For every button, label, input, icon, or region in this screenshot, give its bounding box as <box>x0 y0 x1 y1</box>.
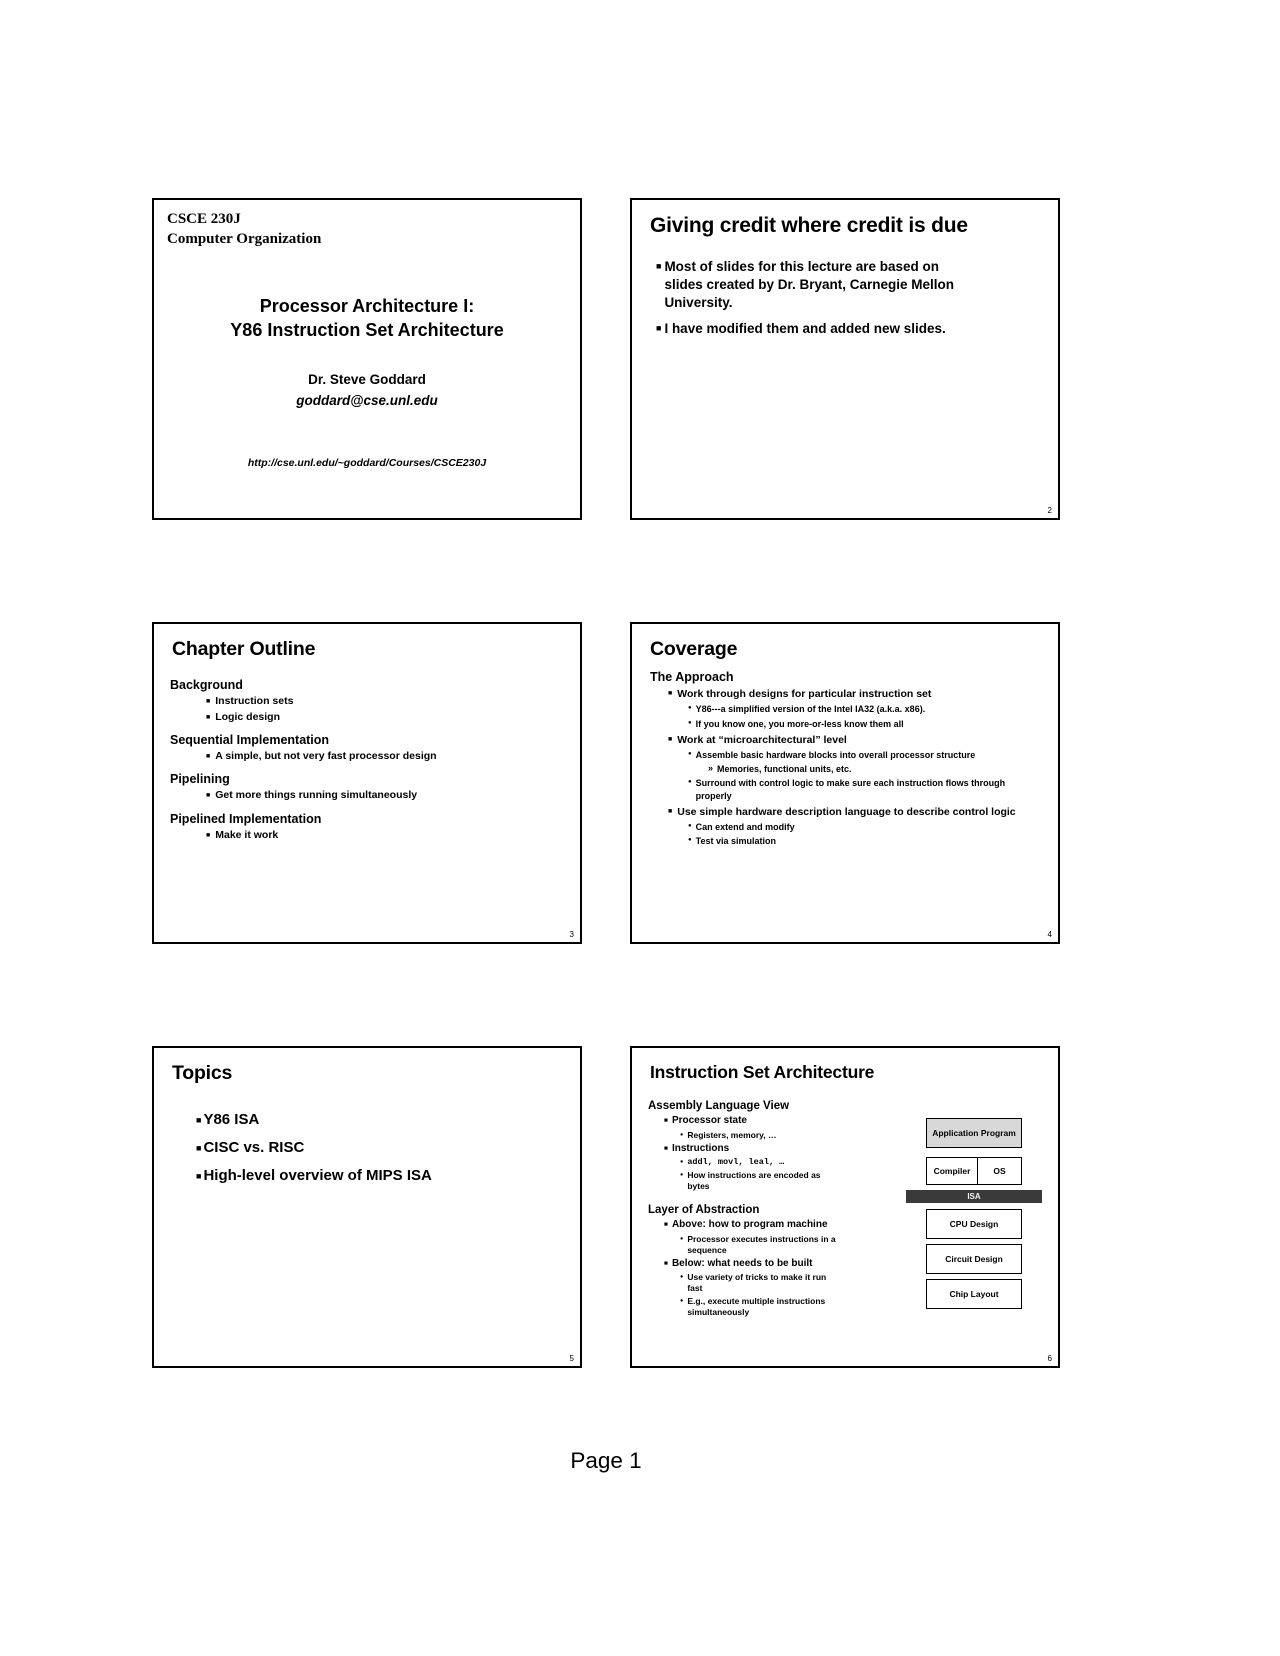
slide-2-credits <box>630 198 1060 520</box>
bullet-text: Work at “microarchitectural” level <box>677 733 847 746</box>
slide-body <box>154 1085 580 1184</box>
course-number: CSCE 230J <box>167 211 241 227</box>
slide-body <box>632 661 1058 847</box>
bullet-text: Y86---a simplified version of the Intel IA32 (a.k.a. x86). <box>695 704 926 715</box>
bullet-item <box>668 734 1040 747</box>
bullet-item <box>664 1219 900 1232</box>
sub-bullet-item <box>680 1296 900 1318</box>
dot-bullet-icon <box>680 1272 683 1280</box>
slide-page-number: 2 <box>1047 506 1052 515</box>
bullet-text: Processor state <box>671 1115 747 1126</box>
slide-page-number: 4 <box>1047 930 1052 939</box>
dot-bullet-icon <box>688 703 692 711</box>
author-email: goddard@cse.unl.edu <box>296 392 438 408</box>
chevron-bullet-icon <box>708 763 713 773</box>
sub-bullet-item <box>680 1170 900 1192</box>
bullet-text: Memories, functional units, etc. <box>717 764 852 775</box>
outline-heading: Pipelined Implementation <box>170 811 322 826</box>
compiler-os-row <box>926 1157 1022 1185</box>
os-box: OS <box>978 1157 1022 1185</box>
sub-bullet-item <box>680 1157 900 1168</box>
bullet-text: Can extend and modify <box>695 822 795 833</box>
dot-bullet-icon <box>688 777 692 785</box>
slide-page-number: 5 <box>569 1354 574 1363</box>
dot-bullet-icon <box>680 1130 683 1138</box>
slide-1-title-slide <box>152 198 582 520</box>
square-bullet-icon <box>656 258 661 271</box>
slide-4-coverage <box>630 622 1060 944</box>
slide-title: Chapter Outline <box>172 638 316 660</box>
bullet-text: Most of slides for this lecture are based on slides created by Dr. Bryant, Carnegie Mellon University. <box>664 259 955 310</box>
bullet-item <box>668 806 1040 819</box>
sub-bullet-item <box>688 821 1040 833</box>
dot-bullet-icon <box>680 1157 683 1165</box>
bullet-text: Instructions <box>671 1142 730 1154</box>
chip-layout-box: Chip Layout <box>926 1279 1022 1309</box>
bullet-item <box>196 1139 560 1156</box>
bullet-text: Make it work <box>215 828 279 841</box>
bullet-item <box>206 750 560 763</box>
circuit-design-box: Circuit Design <box>926 1244 1022 1274</box>
bullet-text: Instruction sets <box>215 695 294 707</box>
page-footer-label: Page 1 <box>570 1448 642 1473</box>
bullet-text: High-level overview of MIPS ISA <box>203 1167 432 1184</box>
dot-bullet-icon <box>688 749 692 757</box>
bullet-item <box>206 829 560 842</box>
dot-bullet-icon <box>680 1170 683 1178</box>
slide-5-topics <box>152 1046 582 1368</box>
sub-bullet-item <box>688 703 1040 715</box>
bullet-text: Test via simulation <box>695 836 776 847</box>
bullet-text: Below: what needs to be built <box>671 1257 813 1269</box>
sub-bullet-item <box>688 835 1040 847</box>
course-name: Computer Organization <box>167 230 322 247</box>
section-heading: Assembly Language View <box>648 1100 790 1112</box>
square-bullet-icon <box>206 829 210 839</box>
bullet-text: I have modified them and added new slides. <box>664 321 946 337</box>
bullet-text: Logic design <box>215 711 280 724</box>
bullet-item <box>668 688 1040 701</box>
square-bullet-icon <box>206 695 210 705</box>
course-header <box>167 210 321 249</box>
square-bullet-icon <box>196 1167 201 1181</box>
slide-title: Coverage <box>650 638 738 660</box>
square-bullet-icon <box>206 711 210 721</box>
bullet-item <box>656 320 1030 338</box>
bullet-item <box>196 1167 560 1184</box>
sub-bullet-item <box>688 777 1040 801</box>
bullet-text: Surround with control logic to make sure each instruction flows through properly <box>695 778 1006 801</box>
bullet-text-instruction-mnemonics: addl, movl, leal, … <box>687 1157 785 1168</box>
square-bullet-icon <box>196 1111 201 1125</box>
bullet-item <box>206 711 560 724</box>
sub-sub-bullet-item <box>708 763 1040 775</box>
author-block <box>154 370 580 412</box>
square-bullet-icon <box>664 1115 668 1124</box>
slide-title: Giving credit where credit is due <box>650 214 968 237</box>
author-name: Dr. Steve Goddard <box>308 372 426 387</box>
outline-heading: Pipelining <box>170 772 230 787</box>
square-bullet-icon <box>668 734 672 743</box>
slide-title: Topics <box>172 1062 233 1084</box>
bullet-text: Registers, memory, … <box>687 1129 777 1140</box>
bullet-item <box>206 695 560 708</box>
bullet-item <box>664 1143 900 1156</box>
bullet-item <box>206 789 560 802</box>
square-bullet-icon <box>664 1219 668 1228</box>
application-program-box: Application Program <box>926 1118 1022 1148</box>
bullet-item <box>196 1111 560 1128</box>
slide-body <box>632 238 1058 338</box>
bullet-text: Work through designs for particular instruction set <box>677 688 932 700</box>
sub-bullet-item <box>688 749 1040 761</box>
bullet-text: Use simple hardware description language to describe control logic <box>677 805 1016 818</box>
slide-body <box>154 661 580 842</box>
bullet-text: Get more things running simultaneously <box>215 789 418 802</box>
bullet-text: E.g., execute multiple instructions simultaneously <box>687 1296 826 1318</box>
slide-3-chapter-outline <box>152 622 582 944</box>
section-heading: The Approach <box>650 670 734 684</box>
cpu-design-box: CPU Design <box>926 1209 1022 1239</box>
bullet-text: A simple, but not very fast processor design <box>215 750 437 763</box>
slide-6-isa <box>630 1046 1060 1368</box>
sub-bullet-item <box>680 1272 900 1294</box>
dot-bullet-icon <box>680 1296 683 1304</box>
lecture-title-line1: Processor Architecture I: <box>259 296 475 316</box>
sub-bullet-item <box>680 1130 900 1141</box>
slide-page-number: 6 <box>1047 1354 1052 1363</box>
isa-layer-bar: ISA <box>906 1190 1042 1203</box>
slide-page-number: 3 <box>569 930 574 939</box>
lecture-title <box>154 294 580 343</box>
compiler-box: Compiler <box>926 1157 978 1185</box>
outline-heading: Background <box>170 678 243 692</box>
bullet-text: Processor executes instructions in a sequence <box>687 1233 836 1255</box>
lecture-title-line2: Y86 Instruction Set Architecture <box>230 320 504 341</box>
square-bullet-icon <box>668 806 672 815</box>
sub-bullet-item <box>680 1234 900 1256</box>
square-bullet-icon <box>206 750 210 760</box>
slide-body <box>648 1094 900 1320</box>
bullet-text: Assemble basic hardware blocks into overall processor structure <box>695 750 976 761</box>
square-bullet-icon <box>206 789 210 799</box>
bullet-text: If you know one, you more-or-less know them all <box>695 718 904 729</box>
square-bullet-icon <box>664 1143 668 1152</box>
slide-title: Instruction Set Architecture <box>650 1062 875 1082</box>
bullet-item <box>664 1115 900 1128</box>
square-bullet-icon <box>196 1139 201 1153</box>
bullet-item <box>656 258 1030 311</box>
square-bullet-icon <box>656 320 661 333</box>
bullet-text: How instructions are encoded as bytes <box>687 1170 821 1192</box>
bullet-item <box>664 1258 900 1271</box>
dot-bullet-icon <box>680 1234 683 1242</box>
square-bullet-icon <box>664 1258 668 1267</box>
bullet-text: Use variety of tricks to make it run fast <box>687 1272 827 1294</box>
course-url: http://cse.unl.edu/~goddard/Courses/CSCE230J <box>247 457 487 469</box>
bullet-text: CISC vs. RISC <box>203 1139 305 1156</box>
dot-bullet-icon <box>688 835 692 843</box>
outline-heading: Sequential Implementation <box>170 733 330 748</box>
sub-bullet-item <box>688 718 1040 730</box>
dot-bullet-icon <box>688 718 692 726</box>
dot-bullet-icon <box>688 821 692 829</box>
bullet-text: Above: how to program machine <box>671 1219 828 1231</box>
section-heading: Layer of Abstraction <box>648 1204 760 1217</box>
isa-layers-diagram <box>906 1118 1042 1309</box>
square-bullet-icon <box>668 688 672 697</box>
bullet-text: Y86 ISA <box>203 1111 260 1128</box>
